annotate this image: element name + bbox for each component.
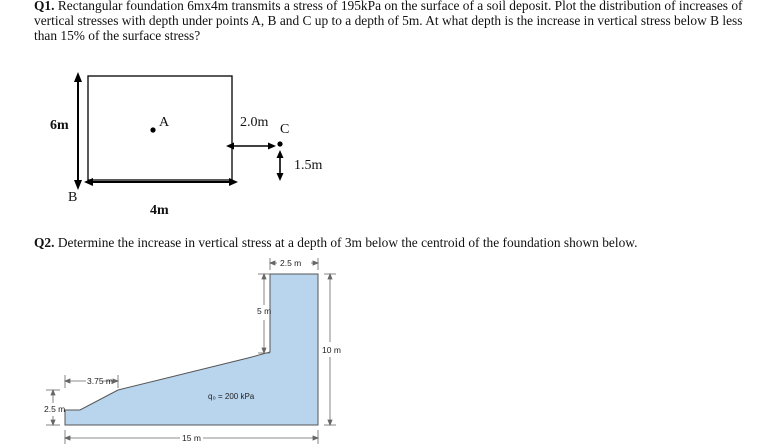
question-1-number: Q1.: [34, 0, 55, 13]
label-step-2-5m: 2.5 m: [44, 404, 66, 414]
label-2m: 2.0m: [240, 115, 269, 130]
label-point-c: C: [280, 122, 290, 137]
label-6m: 6m: [50, 118, 69, 133]
question-1-text: Rectangular foundation 6mx4m transmits a stress of 195kPa on the surface of a soil deposit. Plot the distribution of increases of vertical stresses with depth under points A, B and C up to a depth of 5m. At what depth is the increase in vertical stress below B less than 15% of the surface stress?: [34, 0, 743, 43]
label-4m: 4m: [150, 203, 169, 218]
label-point-a: A: [159, 115, 170, 130]
label-load: q₀ = 200 kPa: [208, 392, 255, 401]
question-2-number: Q2.: [34, 235, 55, 250]
label-15m: 15 m: [182, 433, 201, 443]
label-1-5m: 1.5m: [294, 158, 323, 173]
question-2-text: Determine the increase in vertical stress at a depth of 3m below the centroid of the foundation shown below.: [57, 235, 638, 250]
label-point-b: B: [68, 190, 78, 205]
label-5m: 5 m: [257, 306, 272, 316]
label-top-2-5m: 2.5 m: [280, 258, 302, 268]
label-3-75m: 3.75 m: [87, 376, 113, 386]
label-10m: 10 m: [322, 345, 341, 355]
